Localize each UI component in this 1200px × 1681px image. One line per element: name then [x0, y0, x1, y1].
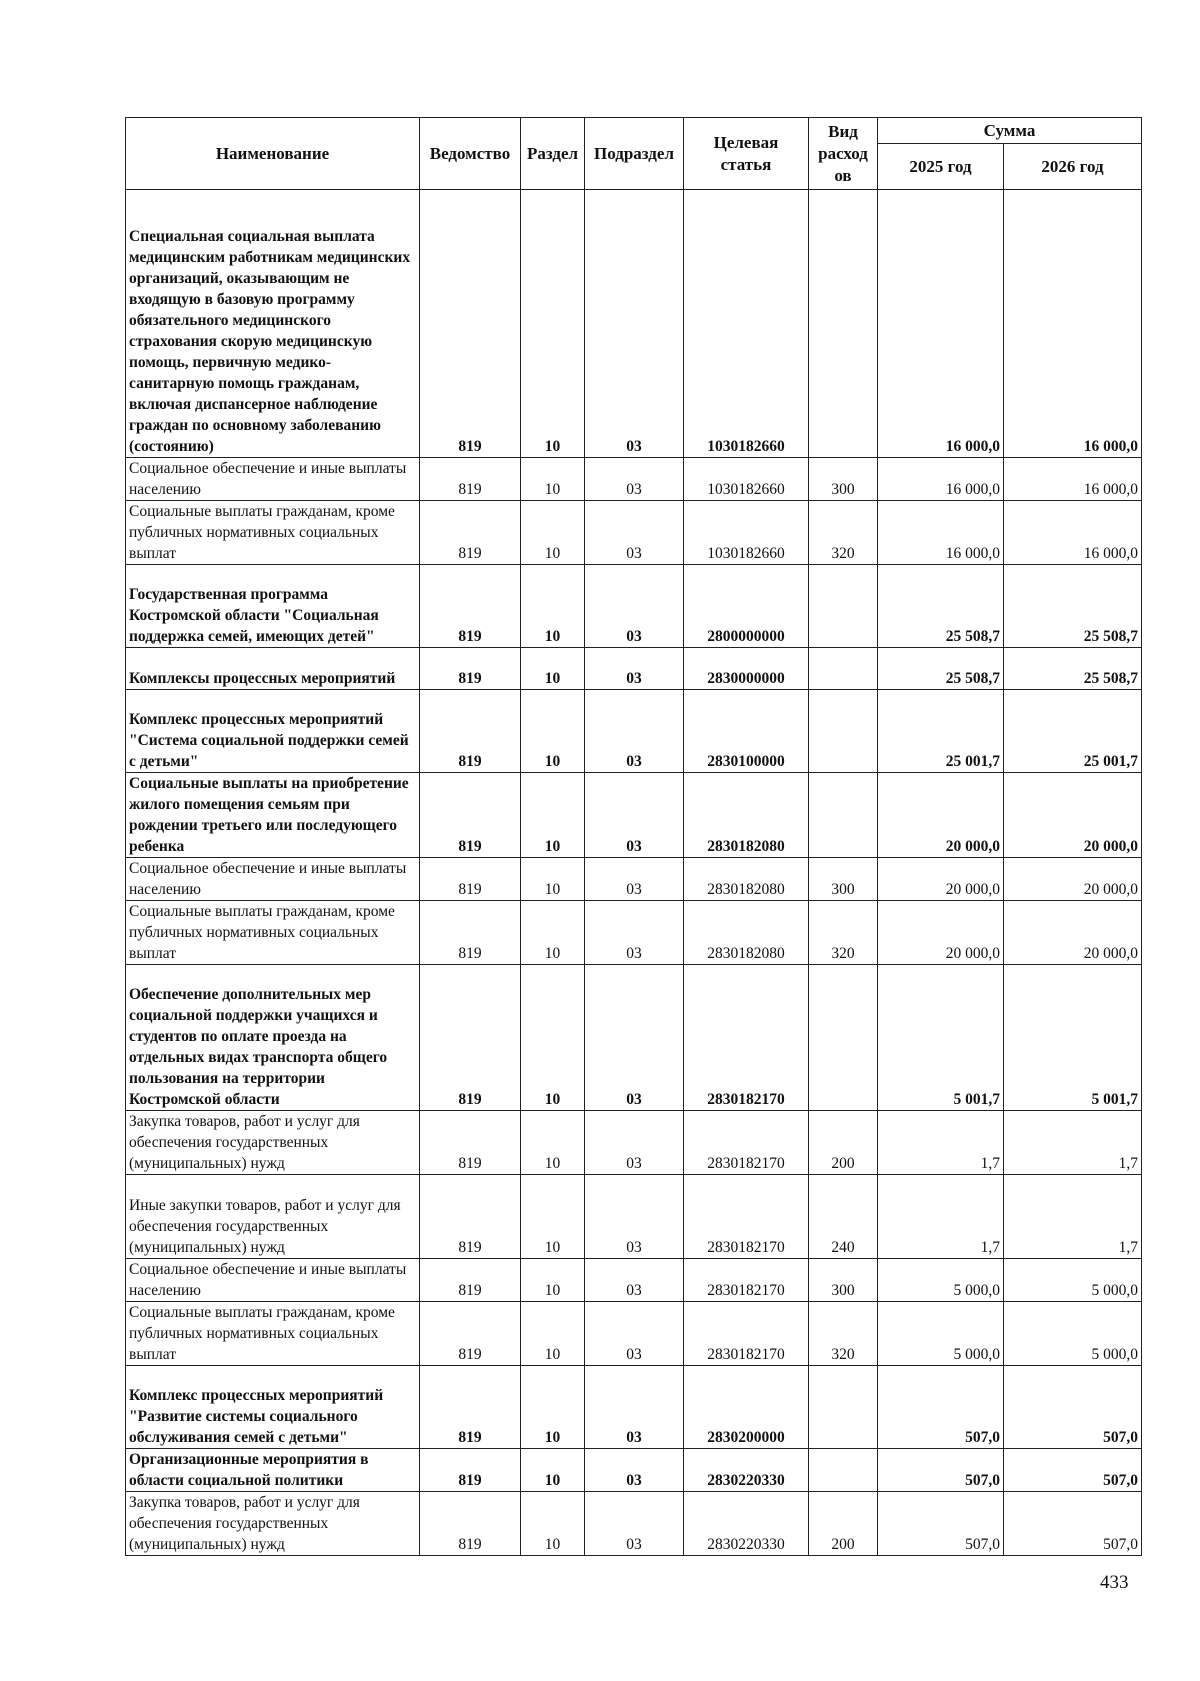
row-exp-type-cell [809, 565, 878, 648]
row-sum-2025-cell: 20 000,0 [878, 901, 1004, 965]
header-dept: Ведомство [420, 118, 521, 190]
row-subsection-cell: 03 [585, 901, 684, 965]
row-section-cell: 10 [521, 858, 585, 901]
row-dept-cell: 819 [420, 1302, 521, 1366]
row-sum-2026-cell: 16 000,0 [1004, 458, 1142, 501]
row-name-cell: Государственная программа Костромской области "Социальная поддержка семей, имеющих детей" [126, 565, 420, 648]
row-subsection-cell: 03 [585, 648, 684, 690]
row-sum-2026-cell: 5 000,0 [1004, 1259, 1142, 1302]
table-row [126, 458, 1142, 501]
row-exp-type-cell [809, 190, 878, 458]
row-target-cell: 2830100000 [684, 690, 809, 773]
budget-table [125, 117, 1142, 1556]
row-target-cell: 2830182170 [684, 1302, 809, 1366]
row-target-cell: 1030182660 [684, 190, 809, 458]
row-section-cell: 10 [521, 648, 585, 690]
row-sum-2026-cell: 507,0 [1004, 1366, 1142, 1449]
table-row [126, 773, 1142, 858]
table-row [126, 1302, 1142, 1366]
table-row [126, 648, 1142, 690]
table-row [126, 190, 1142, 458]
header-exp-type: Вид расход ов [809, 118, 878, 190]
row-subsection-cell: 03 [585, 690, 684, 773]
row-exp-type-cell [809, 1449, 878, 1492]
table-row [126, 965, 1142, 1111]
row-dept-cell: 819 [420, 565, 521, 648]
row-section-cell: 10 [521, 1175, 585, 1259]
table-row [126, 901, 1142, 965]
row-section-cell: 10 [521, 1366, 585, 1449]
row-section-cell: 10 [521, 690, 585, 773]
row-section-cell: 10 [521, 190, 585, 458]
row-subsection-cell: 03 [585, 501, 684, 565]
row-sum-2026-cell: 507,0 [1004, 1449, 1142, 1492]
row-section-cell: 10 [521, 1302, 585, 1366]
header-year-2026: 2026 год [1004, 144, 1142, 190]
row-target-cell: 2830182170 [684, 1175, 809, 1259]
row-exp-type-cell: 320 [809, 501, 878, 565]
row-sum-2025-cell: 20 000,0 [878, 773, 1004, 858]
row-name-cell: Иные закупки товаров, работ и услуг для обеспечения государственных (муниципальных) нужд [126, 1175, 420, 1259]
row-exp-type-cell: 320 [809, 901, 878, 965]
row-dept-cell: 819 [420, 858, 521, 901]
table-row [126, 858, 1142, 901]
row-exp-type-cell: 200 [809, 1111, 878, 1175]
row-section-cell: 10 [521, 1259, 585, 1302]
page-number: 433 [1100, 1572, 1129, 1593]
row-dept-cell: 819 [420, 1111, 521, 1175]
row-exp-type-cell: 300 [809, 1259, 878, 1302]
row-target-cell: 2830182170 [684, 965, 809, 1111]
header-section: Раздел [521, 118, 585, 190]
row-dept-cell: 819 [420, 648, 521, 690]
row-sum-2025-cell: 16 000,0 [878, 458, 1004, 501]
row-section-cell: 10 [521, 1111, 585, 1175]
row-section-cell: 10 [521, 773, 585, 858]
table-header [126, 118, 1142, 190]
row-sum-2026-cell: 1,7 [1004, 1111, 1142, 1175]
row-exp-type-cell: 200 [809, 1492, 878, 1556]
header-name: Наименование [126, 118, 420, 190]
row-dept-cell: 819 [420, 1175, 521, 1259]
table-row [126, 1175, 1142, 1259]
table-row [126, 1366, 1142, 1449]
row-target-cell: 2830220330 [684, 1492, 809, 1556]
row-sum-2026-cell: 1,7 [1004, 1175, 1142, 1259]
row-dept-cell: 819 [420, 190, 521, 458]
table-row [126, 501, 1142, 565]
row-subsection-cell: 03 [585, 1175, 684, 1259]
row-name-cell: Комплекс процессных мероприятий "Система социальной поддержки семей с детьми" [126, 690, 420, 773]
row-exp-type-cell [809, 690, 878, 773]
row-section-cell: 10 [521, 901, 585, 965]
row-name-cell: Закупка товаров, работ и услуг для обеспечения государственных (муниципальных) нужд [126, 1492, 420, 1556]
row-sum-2026-cell: 25 508,7 [1004, 648, 1142, 690]
row-exp-type-cell: 320 [809, 1302, 878, 1366]
row-dept-cell: 819 [420, 1492, 521, 1556]
row-subsection-cell: 03 [585, 965, 684, 1111]
row-sum-2026-cell: 25 508,7 [1004, 565, 1142, 648]
row-name-cell: Социальные выплаты на приобретение жилого помещения семьям при рождении третьего или последующего ребенка [126, 773, 420, 858]
row-name-cell: Социальные выплаты гражданам, кроме публичных нормативных социальных выплат [126, 901, 420, 965]
row-subsection-cell: 03 [585, 565, 684, 648]
row-name-cell: Социальное обеспечение и иные выплаты населению [126, 458, 420, 501]
row-sum-2026-cell: 20 000,0 [1004, 858, 1142, 901]
row-subsection-cell: 03 [585, 858, 684, 901]
row-target-cell: 2830182170 [684, 1111, 809, 1175]
row-sum-2025-cell: 5 000,0 [878, 1259, 1004, 1302]
row-name-cell: Социальное обеспечение и иные выплаты населению [126, 858, 420, 901]
row-exp-type-cell: 240 [809, 1175, 878, 1259]
table-row [126, 1449, 1142, 1492]
row-dept-cell: 819 [420, 773, 521, 858]
row-sum-2025-cell: 25 001,7 [878, 690, 1004, 773]
header-sum: Сумма [878, 118, 1142, 144]
row-name-cell: Комплексы процессных мероприятий [126, 648, 420, 690]
row-section-cell: 10 [521, 1492, 585, 1556]
row-target-cell: 2800000000 [684, 565, 809, 648]
row-name-cell: Социальные выплаты гражданам, кроме публичных нормативных социальных выплат [126, 501, 420, 565]
row-name-cell: Социальное обеспечение и иные выплаты населению [126, 1259, 420, 1302]
row-sum-2025-cell: 16 000,0 [878, 501, 1004, 565]
row-subsection-cell: 03 [585, 1449, 684, 1492]
row-name-cell: Социальные выплаты гражданам, кроме публичных нормативных социальных выплат [126, 1302, 420, 1366]
header-target: Целевая статья [684, 118, 809, 190]
row-sum-2025-cell: 5 000,0 [878, 1302, 1004, 1366]
row-sum-2026-cell: 16 000,0 [1004, 501, 1142, 565]
row-target-cell: 2830200000 [684, 1366, 809, 1449]
row-sum-2025-cell: 16 000,0 [878, 190, 1004, 458]
row-sum-2025-cell: 507,0 [878, 1492, 1004, 1556]
row-subsection-cell: 03 [585, 190, 684, 458]
table-row [126, 1492, 1142, 1556]
row-target-cell: 2830182170 [684, 1259, 809, 1302]
row-dept-cell: 819 [420, 1449, 521, 1492]
row-dept-cell: 819 [420, 1366, 521, 1449]
row-dept-cell: 819 [420, 501, 521, 565]
table-row [126, 565, 1142, 648]
row-target-cell: 2830182080 [684, 858, 809, 901]
row-section-cell: 10 [521, 458, 585, 501]
row-subsection-cell: 03 [585, 1259, 684, 1302]
row-sum-2026-cell: 20 000,0 [1004, 773, 1142, 858]
row-target-cell: 2830000000 [684, 648, 809, 690]
row-section-cell: 10 [521, 565, 585, 648]
header-subsection: Подраздел [585, 118, 684, 190]
row-sum-2025-cell: 25 508,7 [878, 565, 1004, 648]
row-name-cell: Закупка товаров, работ и услуг для обеспечения государственных (муниципальных) нужд [126, 1111, 420, 1175]
row-exp-type-cell [809, 648, 878, 690]
row-sum-2026-cell: 5 001,7 [1004, 965, 1142, 1111]
row-name-cell: Комплекс процессных мероприятий "Развитие системы социального обслуживания семей с детьми" [126, 1366, 420, 1449]
row-dept-cell: 819 [420, 458, 521, 501]
row-sum-2025-cell: 1,7 [878, 1111, 1004, 1175]
row-subsection-cell: 03 [585, 1302, 684, 1366]
row-subsection-cell: 03 [585, 1366, 684, 1449]
row-dept-cell: 819 [420, 901, 521, 965]
row-name-cell: Организационные мероприятия в области социальной политики [126, 1449, 420, 1492]
row-sum-2026-cell: 5 000,0 [1004, 1302, 1142, 1366]
row-exp-type-cell: 300 [809, 858, 878, 901]
row-subsection-cell: 03 [585, 1111, 684, 1175]
table-body [126, 190, 1142, 1556]
row-sum-2026-cell: 16 000,0 [1004, 190, 1142, 458]
row-target-cell: 1030182660 [684, 501, 809, 565]
row-sum-2026-cell: 20 000,0 [1004, 901, 1142, 965]
row-name-cell: Специальная социальная выплата медицинским работникам медицинских организаций, оказывающим не входящую в базовую программу обязательного медицинского страхования скорую медицинскую помощь, первичную медико-санитарную помощь гражданам, включая диспансерное наблюдение граждан по основному заболеванию (состоянию) [126, 190, 420, 458]
row-target-cell: 2830182080 [684, 773, 809, 858]
table-row [126, 1111, 1142, 1175]
row-sum-2025-cell: 5 001,7 [878, 965, 1004, 1111]
row-target-cell: 2830220330 [684, 1449, 809, 1492]
row-sum-2026-cell: 25 001,7 [1004, 690, 1142, 773]
row-subsection-cell: 03 [585, 773, 684, 858]
row-sum-2025-cell: 1,7 [878, 1175, 1004, 1259]
row-subsection-cell: 03 [585, 458, 684, 501]
row-exp-type-cell: 300 [809, 458, 878, 501]
row-exp-type-cell [809, 773, 878, 858]
row-dept-cell: 819 [420, 965, 521, 1111]
table-row [126, 690, 1142, 773]
row-target-cell: 1030182660 [684, 458, 809, 501]
row-sum-2025-cell: 507,0 [878, 1366, 1004, 1449]
table-row [126, 1259, 1142, 1302]
row-sum-2026-cell: 507,0 [1004, 1492, 1142, 1556]
row-dept-cell: 819 [420, 690, 521, 773]
row-section-cell: 10 [521, 1449, 585, 1492]
row-sum-2025-cell: 20 000,0 [878, 858, 1004, 901]
row-exp-type-cell [809, 965, 878, 1111]
header-year-2025: 2025 год [878, 144, 1004, 190]
row-subsection-cell: 03 [585, 1492, 684, 1556]
row-dept-cell: 819 [420, 1259, 521, 1302]
row-sum-2025-cell: 507,0 [878, 1449, 1004, 1492]
row-exp-type-cell [809, 1366, 878, 1449]
row-target-cell: 2830182080 [684, 901, 809, 965]
row-name-cell: Обеспечение дополнительных мер социальной поддержки учащихся и студентов по оплате проезда на отдельных видах транспорта общего пользования на территории Костромской области [126, 965, 420, 1111]
row-section-cell: 10 [521, 965, 585, 1111]
row-section-cell: 10 [521, 501, 585, 565]
row-sum-2025-cell: 25 508,7 [878, 648, 1004, 690]
